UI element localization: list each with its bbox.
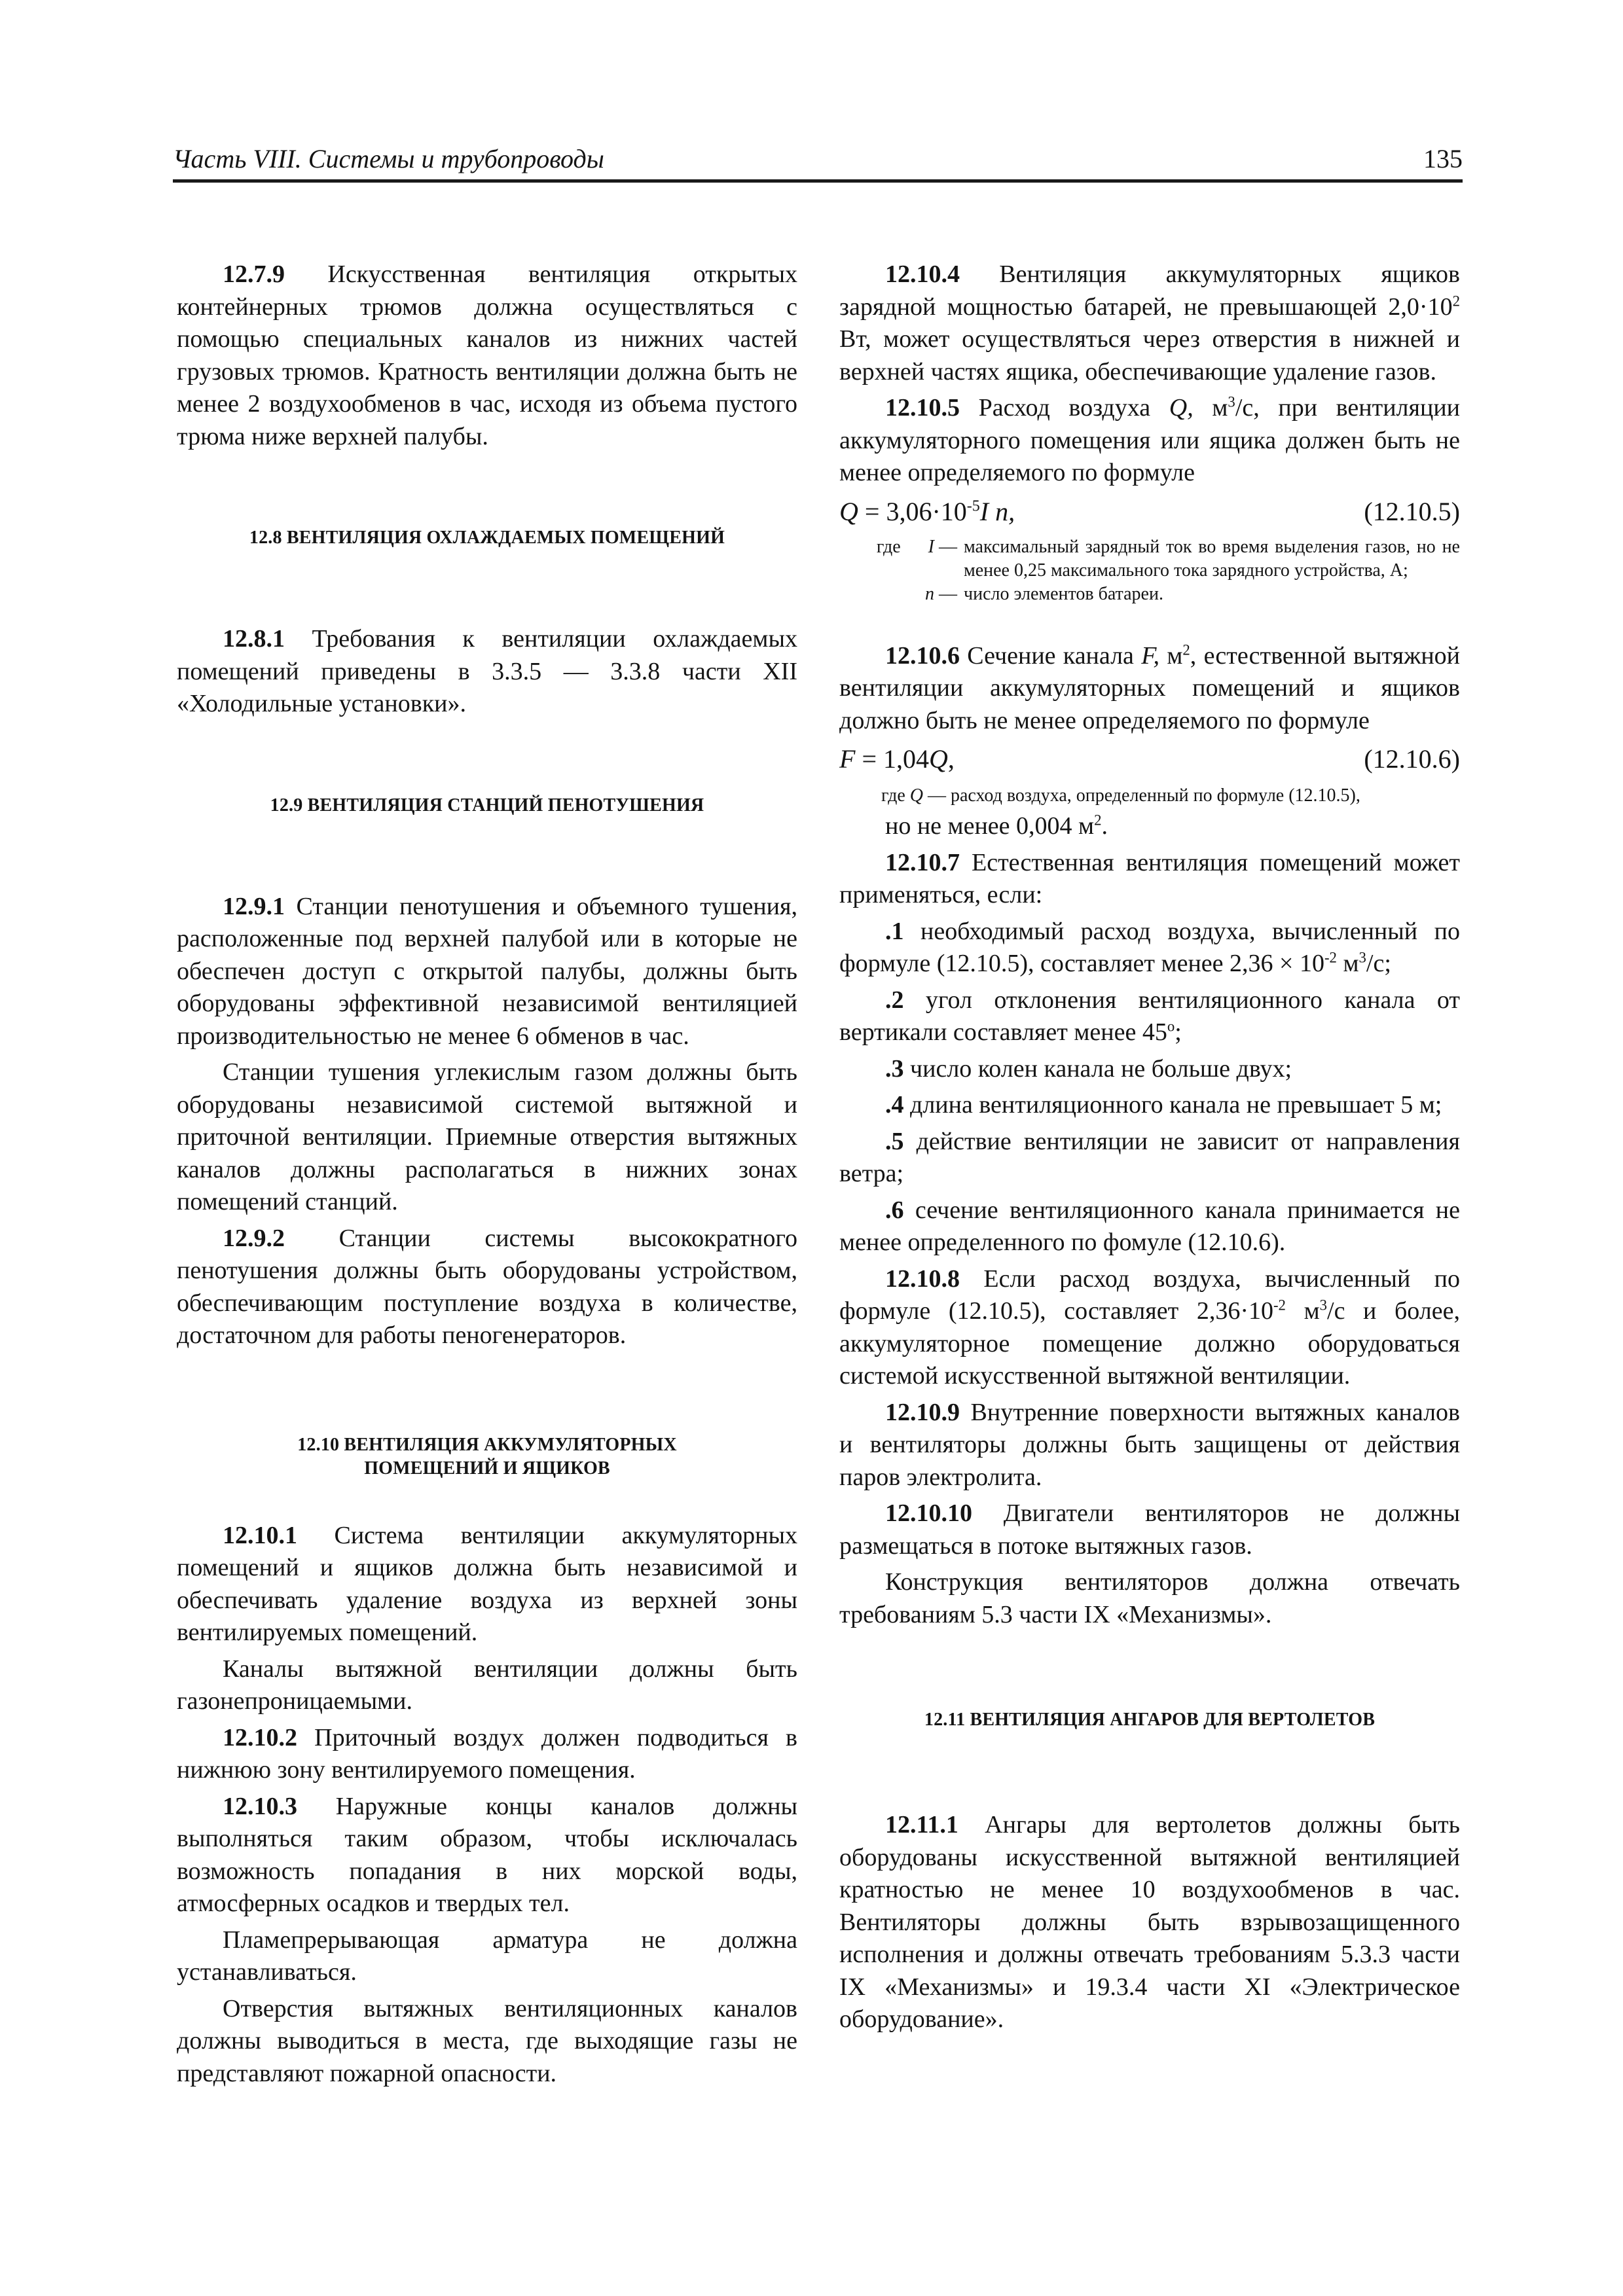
left-column [177,259,797,2094]
page-header [173,143,1463,183]
clause-number: 12.10.9 [885,1398,960,1426]
formula-expression: F = 1,04Q, [839,744,955,774]
formula-expression: $Q = 3,06\cdot 10^{-5}I$ n, [839,496,1015,526]
paragraph-12-7-9: 12.7.9 Искусственная вентиляция открытых контейнерных трюмов должна осуществляться с помощью специальных каналов из нижних частей грузовых трюмов. Кратность вентиляции должна быть не менее 2 воздухообменов в час, исходя из объема пустого трюма ниже верхней палубы. [177,260,797,450]
paragraph-12-10-8: 12.10.8 Если расход воздуха, вычисленный по формуле (12.10.5), составляет $2,36\cdot 10^{-2}$ $м^3/с$ и более, аккумуляторное помещение должно оборудоваться системой искусственной вытяжной вентиляции. [839,1265,1460,1390]
paragraph-12-10-2: 12.10.2 Приточный воздух должен подводиться в нижнюю зону вентилируемого помещения. [177,1723,797,1784]
where-note-12-10-6-cont: но не менее 0,004 $м^2$. [885,812,1108,840]
paragraph-12-10-1-cont: Каналы вытяжной вентиляции должны быть газонепроницаемыми. [177,1655,797,1715]
paragraph-12-10-9: 12.10.9 Внутренние поверхности вытяжных каналов и вентиляторы должны быть защищены от действия паров электролита. [839,1398,1460,1491]
clause-number: 12.10.4 [885,260,960,288]
list-item: .1 необходимый расход воздуха, вычисленный по формуле (12.10.5), составляет менее $2,36 \times 10^{-2}$ $м^3/с$; [839,917,1460,977]
clause-number: 12.8.1 [223,625,285,653]
page-number: 135 [1423,144,1463,173]
where-row: где I — максимальный зарядный ток во время выделения газов, но не менее 0,25 максимального тока зарядного устройства, А; [876,536,1460,581]
paragraph-12-10-3-cont2: Отверстия вытяжных вентиляционных каналов должны выводиться в места, где выходящие газы не представляют пожарной опасности. [177,1994,797,2087]
where-block-12-10-5 [839,535,1460,606]
right-column [839,259,1460,2040]
section-heading-12-9: 12.9 ВЕНТИЛЯЦИЯ СТАНЦИЙ ПЕНОТУШЕНИЯ [270,795,704,816]
paragraph-12-8-1: 12.8.1 Требования к вентиляции охлаждаемых помещений приведены в 3.3.5 — 3.3.8 части XII «Холодильные установки». [177,625,797,717]
paragraph-12-10-7: 12.10.7 Естественная вентиляция помещений может применяться, если: [839,848,1460,908]
section-heading-12-8: 12.8 ВЕНТИЛЯЦИЯ ОХЛАЖДАЕМЫХ ПОМЕЩЕНИЙ [249,528,725,548]
list-item: .3 число колен канала не больше двух; [885,1054,1292,1083]
section-heading-12-10: 12.10 ВЕНТИЛЯЦИЯ АККУМУЛЯТОРНЫХ ПОМЕЩЕНИЙ И ЯЩИКОВ [297,1434,677,1479]
clause-number: 12.10.5 [885,394,960,422]
paragraph-12-10-3: 12.10.3 Наружные концы каналов должны выполняться таким образом, чтобы исключалась возможность попадания в них морской воды, атмосферных осадков и твердых тел. [177,1792,797,1917]
clause-number: 12.10.2 [223,1723,297,1751]
clause-number: 12.11.1 [885,1811,958,1839]
list-item: .4 длина вентиляционного канала не превышает 5 м; [885,1091,1442,1119]
clause-number: 12.10.10 [885,1499,972,1527]
clause-number: 12.10.3 [223,1792,297,1820]
clause-number: 12.9.2 [223,1224,285,1252]
paragraph-12-9-1-cont: Станции тушения углекислым газом должны быть оборудованы независимой системой вытяжной и приточной вентиляции. Приемные отверстия вытяжных каналов должны располагаться в нижних зонах помещений станций. [177,1058,797,1215]
paragraph-12-10-6: 12.10.6 Сечение канала F, $м^2$, естественной вытяжной вентиляции аккумуляторных помещений и ящиков должно быть не менее определяемого по формуле [839,641,1460,734]
section-heading-12-11: 12.11 ВЕНТИЛЯЦИЯ АНГАРОВ ДЛЯ ВЕРТОЛЕТОВ [924,1710,1376,1730]
equation-number: (12.10.6) [1364,744,1460,774]
list-item: .6 сечение вентиляционного канала принимается не менее определенного по фомуле (12.10.6). [839,1196,1460,1256]
paragraph-12-10-4: 12.10.4 Вентиляция аккумуляторных ящиков зарядной мощностью батарей, не превышающей $2,0\cdot 10^2$ Вт, может осуществляться через отверстия в нижней и верхней частях ящика, обеспечивающие удаление газов. [839,260,1460,386]
running-title: Часть VIII. Системы и трубопроводы [173,144,604,173]
paragraph-12-9-1: 12.9.1 Станции пенотушения и объемного тушения, расположенные под верхней палубой или в которые не обеспечен доступ с открытой палубы, должны быть оборудованы эффективной независимой вентиляцией производительностью не менее 6 обменов в час. [177,892,797,1050]
paragraph-12-10-3-cont: Пламепрерывающая арматура не должна устанавливаться. [177,1926,797,1986]
equation-number: (12.10.5) [1364,496,1460,526]
paragraph-12-9-2: 12.9.2 Станции системы высокократного пенотушения должны быть оборудованы устройством, обеспечивающим поступление воздуха в количестве, достаточном для работы пеногенераторов. [177,1224,797,1349]
paragraph-12-10-10: 12.10.10 Двигатели вентиляторов не должны размещаться в потоке вытяжных газов. [839,1499,1460,1560]
formula-12-10-5 [839,493,1460,531]
clause-number: 12.7.9 [223,260,285,288]
list-item: .5 действие вентиляции не зависит от направления ветра; [839,1127,1460,1187]
clause-number: 12.10.8 [885,1265,960,1293]
paragraph-12-10-1: 12.10.1 Система вентиляции аккумуляторных помещений и ящиков должна быть независимой и обеспечивать удаление воздуха из верхней зоны вентилируемых помещений. [177,1521,797,1646]
clause-number: 12.10.7 [885,848,960,876]
paragraph-12-11-1: 12.11.1 Ангары для вертолетов должны быть оборудованы искусственной вытяжной вентиляцией кратностью не менее 10 воздухообменов в час. Вентиляторы должны быть взрывозащищенного исполнения и должны отвечать требованиям 5.3.3 части IX «Механизмы» и 19.3.4 части XI «Электрическое оборудование». [839,1811,1460,2033]
paragraph-12-10-5: 12.10.5 Расход воздуха Q, $м^3/с$, при вентиляции аккумуляторного помещения или ящика должен быть не менее определяемого по формуле [839,393,1460,486]
paragraph-12-10-10-cont: Конструкция вентиляторов должна отвечать требованиям 5.3 части IX «Механизмы». [839,1568,1460,1628]
clause-number: 12.10.1 [223,1521,297,1549]
clause-number: 12.10.6 [885,641,960,670]
where-row: n — число элементов батареи. [925,583,1163,604]
formula-12-10-6 [839,741,1460,779]
clause-number: 12.9.1 [223,892,285,920]
where-note-12-10-6: где Q — расход воздуха, определенный по формуле (12.10.5), [881,785,1360,806]
list-item: .2 угол отклонения вентиляционного канала от вертикали составляет менее 45$^o$; [839,986,1460,1046]
